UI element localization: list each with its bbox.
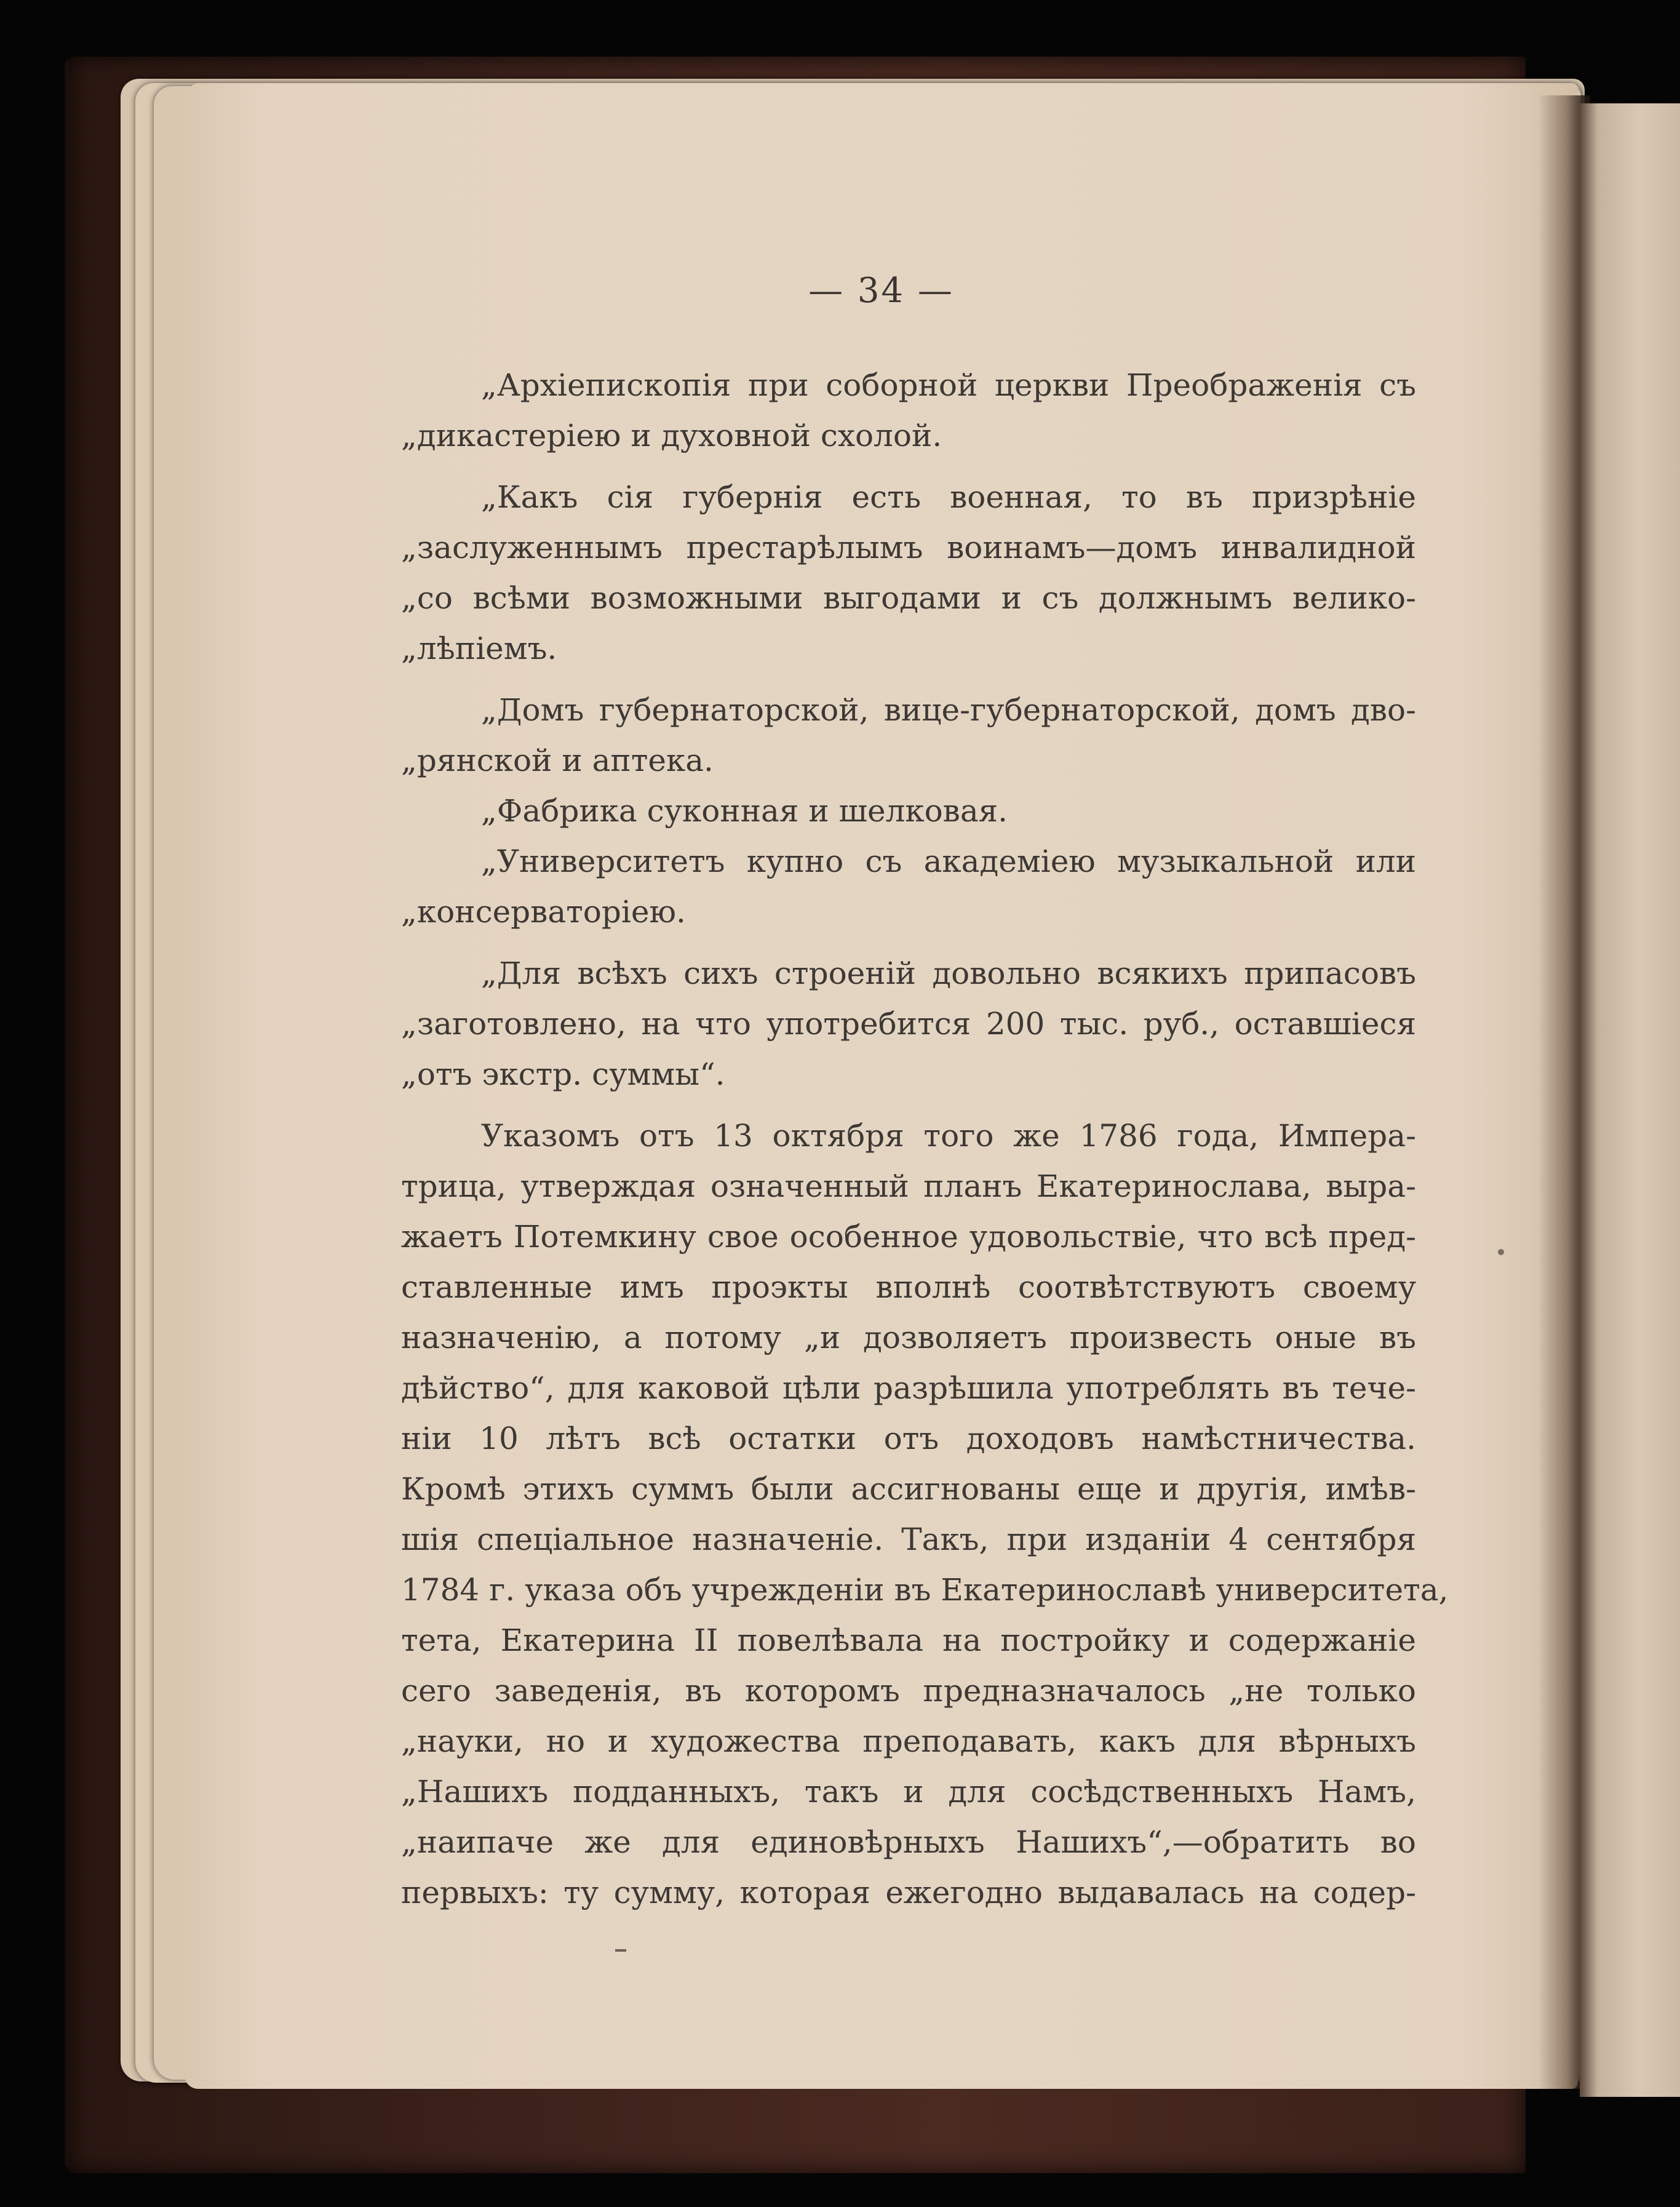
text-line: „лѣпіемъ. [401, 631, 557, 666]
text-line: „заготовлено, на что употребится 200 тыс. руб., оставшіеся [401, 1006, 1416, 1042]
facing-page-edge [1580, 103, 1680, 2097]
text-line: шія спеціальное назначеніе. Такъ, при изданіи 4 сентября [401, 1522, 1416, 1557]
text-line: „Нашихъ подданныхъ, такъ и для сосѣдственныхъ Намъ, [401, 1774, 1416, 1810]
text-line: „Архіепископія при соборной церкви Преображенія съ [481, 367, 1416, 403]
page-mark [615, 1949, 626, 1952]
text-line: „со всѣми возможными выгодами и съ должнымъ велико- [401, 580, 1416, 616]
text-line: сего заведенія, въ которомъ предназначалось „не только [401, 1673, 1416, 1709]
text-line: тета, Екатерина II повелѣвала на постройку и содержаніе [401, 1622, 1416, 1658]
page-number: — 34 — [808, 271, 954, 311]
text-line: „Какъ сія губернія есть военная, то въ призрѣніе [481, 479, 1416, 515]
text-line: „отъ экстр. суммы“. [401, 1056, 725, 1092]
text-line: „Фабрика суконная и шелковая. [481, 793, 1008, 829]
text-line: Указомъ отъ 13 октября того же 1786 года, Импера- [481, 1118, 1416, 1154]
text-line: „Для всѣхъ сихъ строеній довольно всякихъ припасовъ [481, 956, 1416, 991]
text-line: 1784 г. указа объ учрежденіи въ Екатеринославѣ университета, [401, 1572, 1449, 1608]
text-line: „науки, но и художества преподавать, какъ для вѣрныхъ [401, 1723, 1416, 1759]
text-line: ставленные имъ проэкты вполнѣ соотвѣтствуютъ своему [401, 1269, 1416, 1305]
text-line: „заслуженнымъ престарѣлымъ воинамъ—домъ инвалидной [401, 530, 1416, 565]
text-line: „наипаче же для единовѣрныхъ Нашихъ“,—обратить во [401, 1824, 1416, 1860]
text-line: дѣйство“, для каковой цѣли разрѣшила употреблять въ тече- [401, 1370, 1416, 1406]
text-line: „Университетъ купно съ академіею музыкальной или [481, 844, 1416, 879]
text-line: назначенію, а потому „и дозволяетъ произвесть оные въ [401, 1320, 1416, 1355]
text-line: трица, утверждая означенный планъ Екатеринослава, выра- [401, 1168, 1416, 1204]
text-line: „рянской и аптека. [401, 743, 714, 778]
text-line: Кромѣ этихъ суммъ были ассигнованы еще и другія, имѣв- [401, 1471, 1416, 1507]
text-line: ніи 10 лѣтъ всѣ остатки отъ доходовъ намѣстничества. [401, 1421, 1416, 1456]
text-line: „Домъ губернаторской, вице-губернаторской, домъ дво- [481, 692, 1416, 728]
text-line: „консерваторіею. [401, 894, 686, 930]
paper-spot [1498, 1249, 1504, 1255]
text-line: жаетъ Потемкину свое особенное удовольствіе, что всѣ пред- [401, 1219, 1416, 1255]
page-body-text [401, 360, 1449, 1918]
text-line: „дикастеріею и духовной схолой. [401, 418, 942, 453]
text-line: первыхъ: ту сумму, которая ежегодно выдавалась на содер- [401, 1875, 1416, 1910]
